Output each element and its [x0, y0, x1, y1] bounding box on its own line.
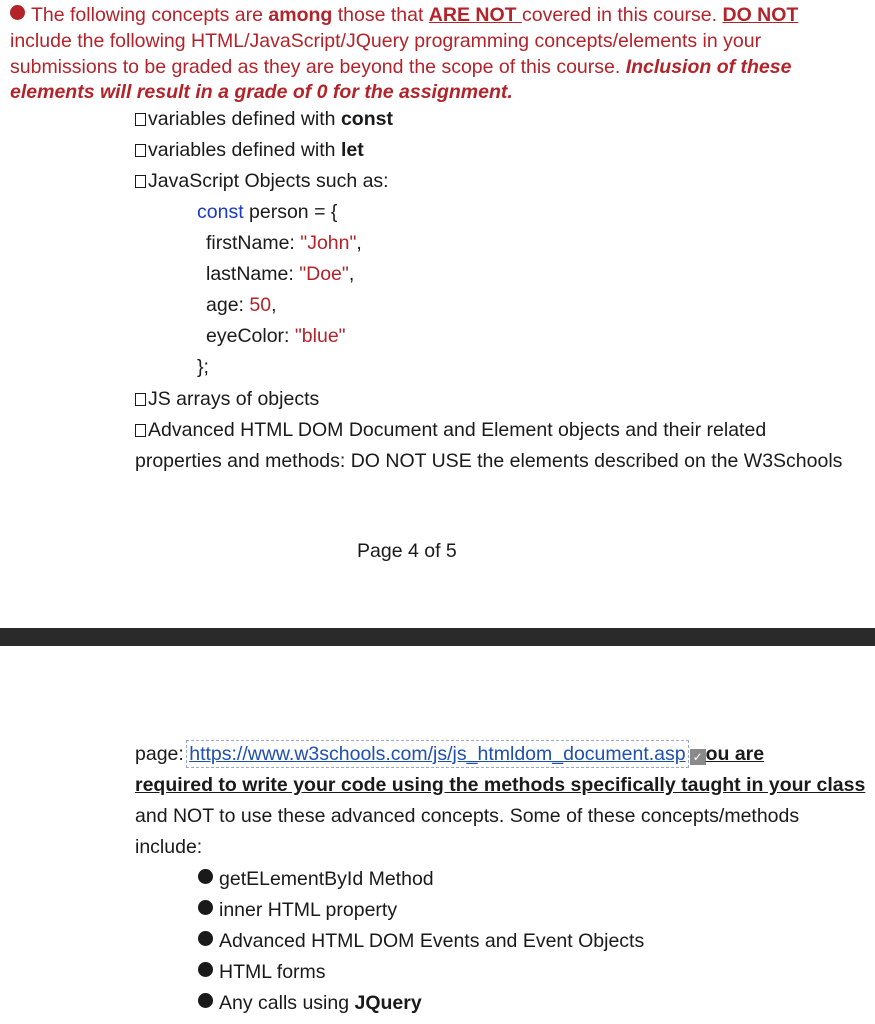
- page-break-divider: [0, 628, 875, 646]
- item-dom: Advanced HTML DOM Document and Element objects and their related: [135, 419, 766, 442]
- notice-line-2: include the following HTML/JavaScript/JQuery programming concepts/elements in your: [10, 30, 762, 52]
- page2-line-2: required to write your code using the methods specifically taught in your class: [135, 774, 866, 796]
- checkbox-icon: [135, 113, 146, 126]
- page-number: Page 4 of 5: [357, 540, 457, 562]
- bullet-icon: [10, 5, 25, 20]
- code-line-end: };: [197, 356, 209, 378]
- w3schools-link[interactable]: https://www.w3schools.com/js/js_htmldom_document.asp: [189, 743, 686, 765]
- emphasis-do-not: DO NOT: [722, 4, 799, 26]
- notice-line-1: The following concepts are among those that ARE NOT covered in this course. DO NOT: [10, 4, 798, 27]
- code-line-lastname: lastName: "Doe",: [206, 263, 355, 285]
- item-const: variables defined with const: [135, 108, 393, 131]
- list-item: getELementById Method: [198, 868, 434, 891]
- list-item: Any calls using JQuery: [198, 992, 422, 1015]
- checkbox-icon: [135, 393, 146, 406]
- item-arrays: JS arrays of objects: [135, 388, 319, 411]
- list-item: HTML forms: [198, 961, 326, 984]
- list-item: Advanced HTML DOM Events and Event Objects: [198, 930, 644, 953]
- emphasis-are-not: ARE NOT: [428, 4, 522, 26]
- item-let: variables defined with let: [135, 139, 364, 162]
- checkbox-icon: [135, 144, 146, 157]
- code-line-decl: const person = {: [197, 201, 338, 223]
- page2-line-1: page: https://www.w3schools.com/js/js_htmldom_document.asp ✓ ou are: [135, 743, 765, 765]
- bullet-icon: [198, 993, 213, 1008]
- notice-line-3: submissions to be graded as they are beyond the scope of this course. Inclusion of these: [10, 56, 792, 78]
- list-item: inner HTML property: [198, 899, 397, 922]
- bullet-icon: [198, 869, 213, 884]
- checkmark-icon: ✓: [690, 749, 706, 765]
- page2-line-3: and NOT to use these advanced concepts. Some of these concepts/methods: [135, 805, 800, 827]
- code-line-eyecolor: eyeColor: "blue": [206, 325, 346, 347]
- code-line-firstname: firstName: "John",: [206, 232, 362, 254]
- code-line-age: age: 50,: [206, 294, 277, 316]
- notice-line-4: elements will result in a grade of 0 for the assignment.: [10, 81, 513, 103]
- item-objects: JavaScript Objects such as:: [135, 170, 389, 193]
- emphasis-among: among: [268, 4, 333, 26]
- item-dom-cont: properties and methods: DO NOT USE the elements described on the W3Schools: [135, 450, 843, 472]
- bullet-icon: [198, 962, 213, 977]
- bullet-icon: [198, 931, 213, 946]
- bullet-icon: [198, 900, 213, 915]
- page2-line-4: include:: [135, 836, 203, 858]
- checkbox-icon: [135, 175, 146, 188]
- checkbox-icon: [135, 424, 146, 437]
